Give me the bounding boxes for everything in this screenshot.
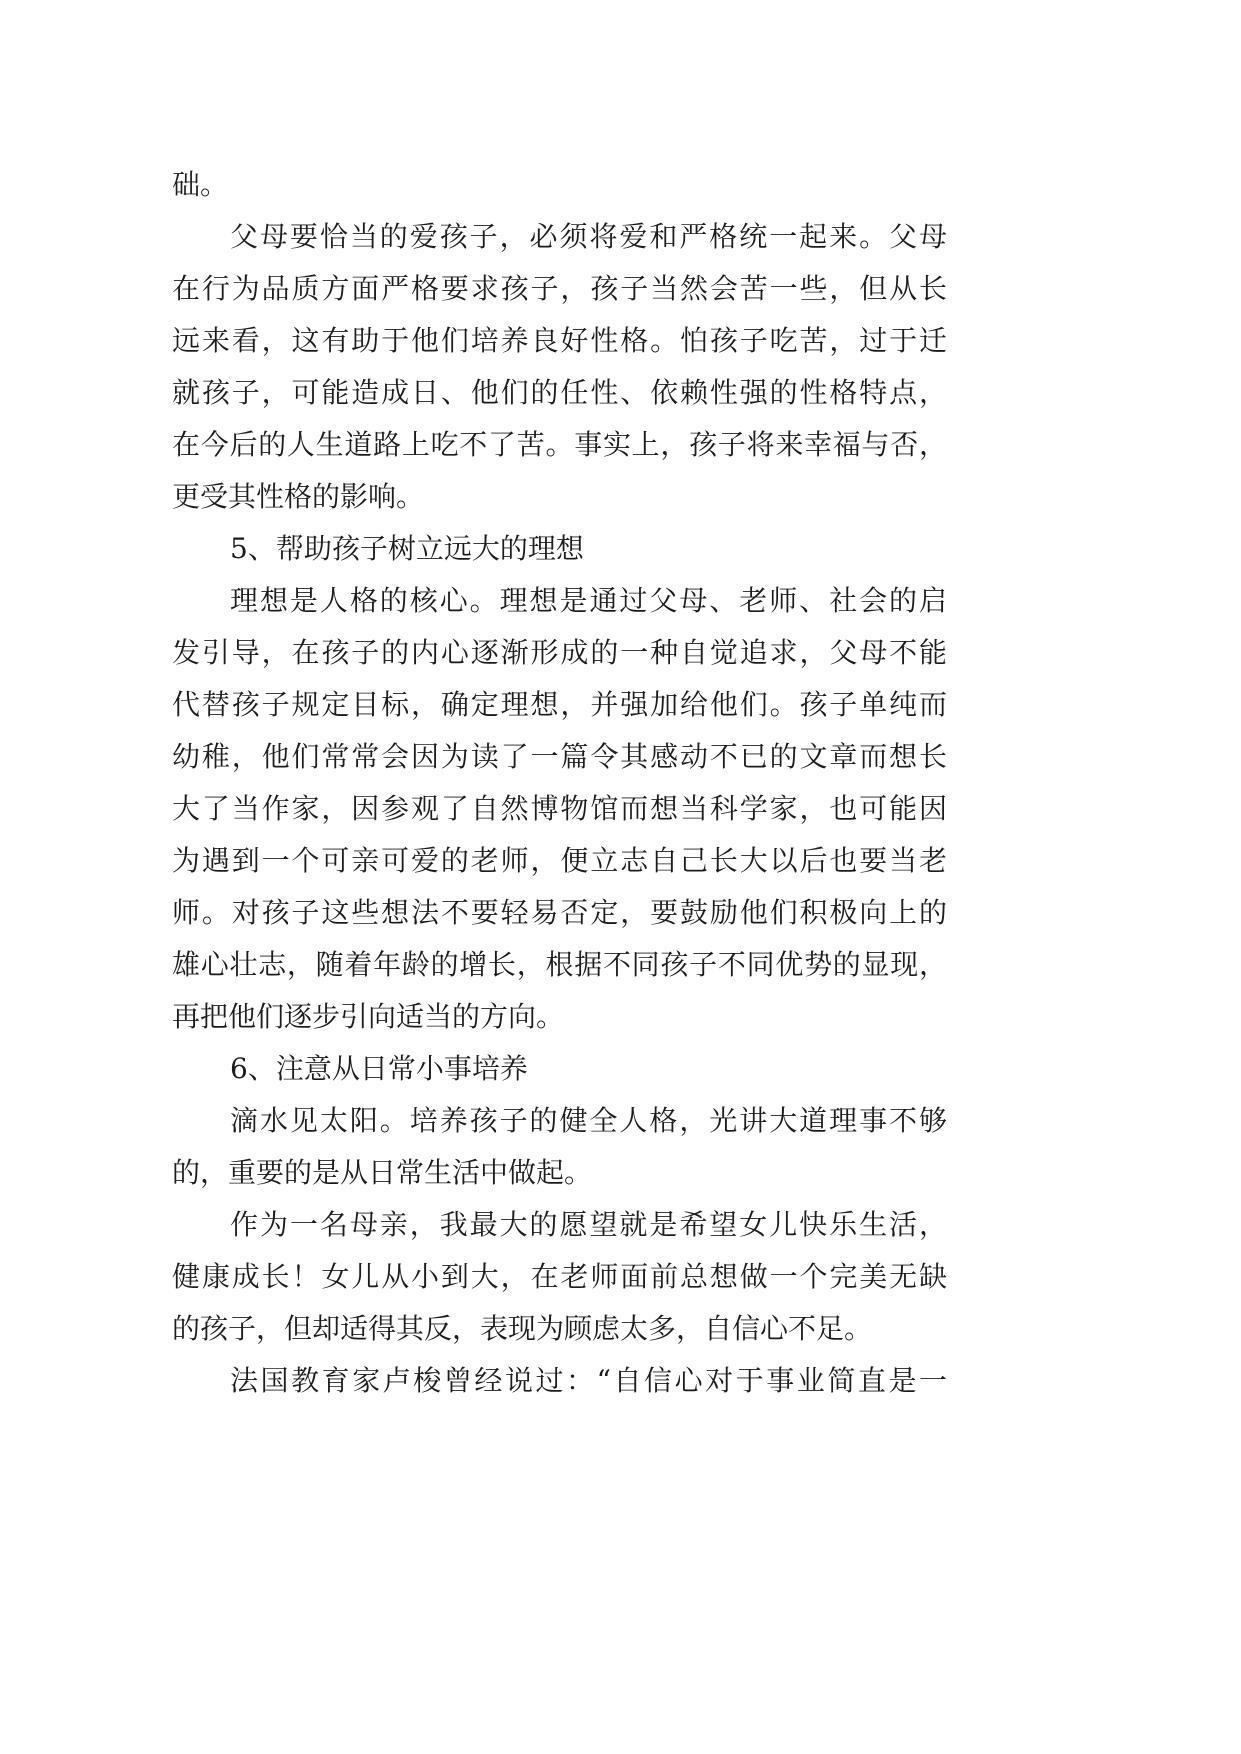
text-line: 大了当作家，因参观了自然博物馆而想当科学家，也可能因 (172, 792, 947, 825)
text-line: 作为一名母亲，我最大的愿望就是希望女儿快乐生活， (230, 1208, 947, 1241)
text-line: 师。对孩子这些想法不要轻易否定，要鼓励他们积极向上的 (172, 896, 947, 929)
text-line: 滴水见太阳。培养孩子的健全人格，光讲大道理事不够 (230, 1104, 947, 1137)
text-line: 幼稚，他们常常会因为读了一篇令其感动不已的文章而想长 (172, 740, 947, 773)
text-line: 雄心壮志，随着年龄的增长，根据不同孩子不同优势的显现， (172, 948, 947, 981)
paragraph (172, 575, 947, 1043)
text-line: 的孩子，但却适得其反，表现为顾虑太多，自信心不足。 (172, 1312, 873, 1345)
text-line: 在行为品质方面严格要求孩子，孩子当然会苦一些，但从长 (172, 272, 947, 305)
section-heading-text: 6、注意从日常小事培养 (230, 1052, 528, 1085)
text-line: 代替孩子规定目标，确定理想，并强加给他们。孩子单纯而 (172, 688, 947, 721)
paragraph (172, 1355, 947, 1407)
text-line: 法国教育家卢梭曾经说过：“自信心对于事业简直是一 (230, 1364, 947, 1397)
text-line: 远来看，这有助于他们培养良好性格。怕孩子吃苦，过于迁 (172, 324, 947, 357)
paragraph (172, 159, 947, 211)
text-line: 理想是人格的核心。理想是通过父母、老师、社会的启 (230, 584, 947, 617)
document-body (172, 159, 947, 1407)
paragraph (172, 211, 947, 523)
text-line: 父母要恰当的爱孩子，必须将爱和严格统一起来。父母 (230, 220, 947, 253)
text-line: 健康成长！女儿从小到大，在老师面前总想做一个完美无缺 (172, 1260, 947, 1293)
text-line: 础。 (172, 168, 229, 201)
paragraph (172, 1095, 947, 1199)
text-line: 更受其性格的影响。 (172, 480, 425, 513)
text-line: 就孩子，可能造成日、他们的任性、依赖性强的性格特点， (172, 376, 947, 409)
text-line: 在今后的人生道路上吃不了苦。事实上，孩子将来幸福与否， (172, 428, 947, 461)
section-heading-text: 5、帮助孩子树立远大的理想 (230, 532, 584, 565)
text-line: 再把他们逐步引向适当的方向。 (172, 1000, 565, 1033)
text-line: 发引导，在孩子的内心逐渐形成的一种自觉追求，父母不能 (172, 636, 947, 669)
text-line: 为遇到一个可亲可爱的老师，便立志自己长大以后也要当老 (172, 844, 947, 877)
section-heading (172, 523, 947, 575)
text-line: 的，重要的是从日常生活中做起。 (172, 1156, 593, 1189)
paragraph (172, 1199, 947, 1355)
section-heading (172, 1043, 947, 1095)
